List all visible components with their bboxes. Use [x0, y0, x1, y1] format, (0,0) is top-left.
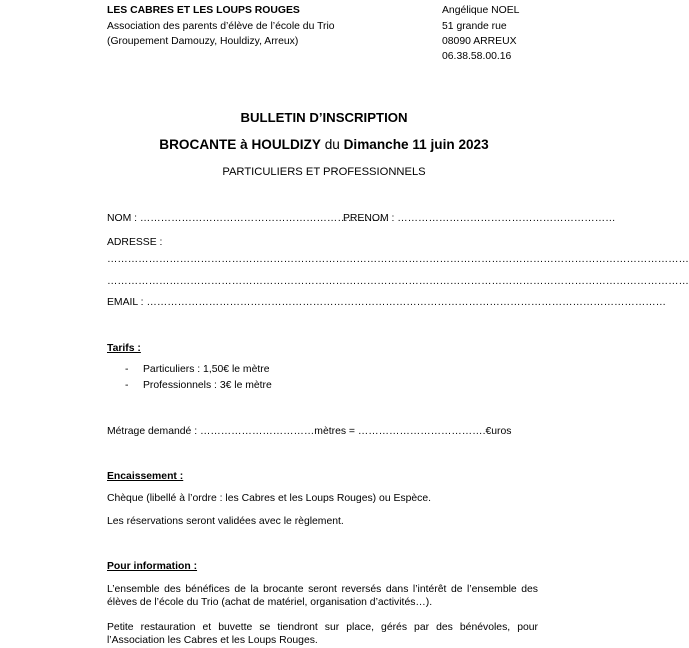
tarif-item-professionnels [125, 379, 272, 392]
document-title: BULLETIN D’INSCRIPTION [240, 110, 408, 125]
validation-text: Les réservations seront validées avec le règlement. [107, 516, 344, 527]
contact-name: Angélique NOEL [442, 5, 520, 16]
tarif-item-label: Professionnels : 3€ le mètre [143, 380, 272, 391]
org-description: Association des parents d’élève de l’école du Trio [107, 21, 335, 32]
event-name: BROCANTE à HOULDIZY [159, 137, 321, 152]
prenom-field[interactable]: PRENOM : ……………………………………………………… [343, 213, 616, 224]
bullet-dash: - [125, 364, 129, 375]
adresse-label: ADRESSE : [107, 237, 163, 248]
tarifs-heading: Tarifs : [107, 343, 141, 354]
encaissement-heading: Encaissement : [107, 471, 184, 482]
bullet-dash: - [125, 380, 129, 391]
adresse-line-1[interactable]: …………………………………………………………………………………………………………………………………………………… [107, 254, 689, 265]
adresse-line-2[interactable]: …………………………………………………………………………………………………………………………………………………… [107, 276, 689, 287]
contact-street: 51 grande rue [442, 21, 507, 32]
org-name: LES CABRES ET LES LOUPS ROUGES [107, 5, 300, 16]
information-paragraph-1: L’ensemble des bénéfices de la brocante seront reversés dans l’intérêt de l’ensemble des élèves de l’école du Trio (achat de matériel, organisation d’activités…). [107, 584, 538, 608]
information-heading: Pour information : [107, 561, 198, 572]
tarif-item-label: Particuliers : 1,50€ le mètre [143, 364, 270, 375]
event-title [0, 137, 648, 154]
org-group: (Groupement Damouzy, Houldizy, Arreux) [107, 36, 299, 47]
email-field[interactable]: EMAIL : …………………………………………………………………………………………………………………………………… [107, 297, 666, 308]
payment-method-text: Chèque (libellé à l’ordre : les Cabres et les Loups Rouges) ou Espèce. [107, 493, 432, 504]
event-date: Dimanche 11 juin 2023 [343, 137, 489, 152]
audience-subtitle: PARTICULIERS ET PROFESSIONNELS [222, 166, 426, 178]
metrage-field[interactable]: Métrage demandé : ……………………………mètres = ……………………………….€uros [107, 426, 512, 437]
tarif-item-particuliers [125, 363, 269, 376]
contact-city: 08090 ARREUX [442, 36, 517, 47]
nom-field[interactable]: NOM : ……………………………………………………………… [107, 213, 390, 224]
contact-phone: 06.38.58.00.16 [442, 51, 512, 62]
event-du: du [320, 137, 344, 152]
information-paragraph-2: Petite restauration et buvette se tiendront sur place, gérés par des bénévoles, pour l’Association les Cabres et les Loups Rouges. [107, 622, 538, 646]
